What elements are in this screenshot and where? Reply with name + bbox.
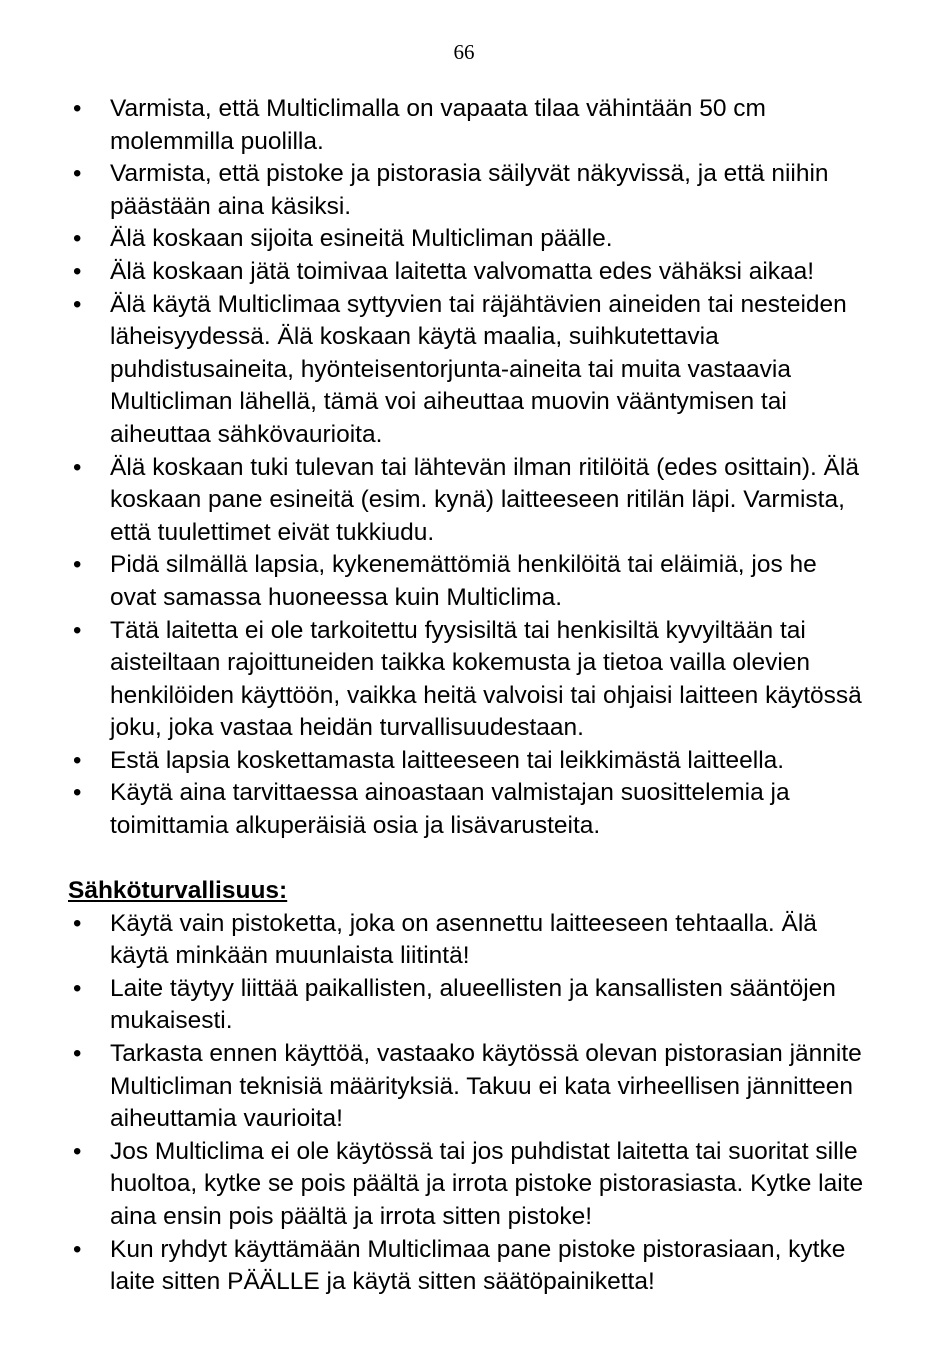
bullet-icon: • xyxy=(73,225,82,253)
list-item xyxy=(68,777,868,842)
list-item-text: Käytä aina tarvittaessa ainoastaan valmistajan suosittelemia ja toimittamia alkuperäisiä osia ja lisävarusteita. xyxy=(110,779,790,840)
list-item xyxy=(68,1038,868,1136)
list-item xyxy=(68,452,868,550)
bullet-icon: • xyxy=(73,95,82,122)
bullet-icon: • xyxy=(73,616,82,644)
list-item-text: Tarkasta ennen käyttöä, vastaako käytössä olevan pistorasian jännite Multicliman teknisiä määrityksiä. Takuu ei kata virheellisen jännitteen aiheuttamia vaurioita! xyxy=(110,1039,862,1133)
bullet-icon: • xyxy=(73,779,82,807)
bullet-icon: • xyxy=(73,1137,82,1165)
list-item xyxy=(68,289,868,452)
list-item xyxy=(68,1234,868,1299)
list-item xyxy=(68,223,868,256)
list-item-text: Käytä vain pistoketta, joka on asennettu laitteeseen tehtaalla. Älä käytä minkään muunlaista liitintä! xyxy=(110,909,817,970)
electrical-safety-list xyxy=(68,908,868,1299)
list-item xyxy=(68,615,868,745)
list-item-text: Kun ryhdyt käyttämään Multiclimaa pane pistoke pistorasiaan, kytke laite sitten PÄÄLLE ja käytä sitten säätöpainiketta! xyxy=(110,1235,846,1296)
list-item xyxy=(68,549,868,614)
list-item-text: Laite täytyy liittää paikallisten, alueellisten ja kansallisten sääntöjen mukaisesti. xyxy=(110,974,836,1035)
list-item-text: Pidä silmällä lapsia, kykenemättömiä henkilöitä tai eläimiä, jos he ovat samassa huoneessa kuin Multiclima. xyxy=(110,551,817,611)
list-item-text: Tätä laitetta ei ole tarkoitettu fyysisiltä tai henkisiltä kyvyiltään tai aisteiltaan rajoittuneiden taikka kokemusta ja tietoa vailla olevien henkilöiden käyttöön, vaikka heitä valvoisi tai ohjaisi laitteen käytössä joku, joka vastaa heidän turvallisuudestaan. xyxy=(110,616,862,742)
section-heading: Sähköturvallisuus: xyxy=(68,877,288,904)
list-item xyxy=(68,158,868,223)
list-item xyxy=(68,93,868,158)
bullet-icon: • xyxy=(73,1235,82,1263)
bullet-icon: • xyxy=(73,453,82,481)
list-item-text: Älä käytä Multiclimaa syttyvien tai räjähtävien aineiden tai nesteiden läheisyydessä. Älä koskaan käytä maalia, suihkutettavia puhdistusaineita, hyönteisentorjunta-aineita tai muita vastaavia Multicliman lähellä, tämä voi aiheuttaa muovin vääntymisen tai aiheuttaa sähkövaurioita. xyxy=(110,290,847,448)
bullet-icon: • xyxy=(73,160,82,188)
electrical-safety-section xyxy=(68,875,868,1299)
list-item xyxy=(68,745,868,778)
list-item-text: Älä koskaan sijoita esineitä Multicliman päälle. xyxy=(110,225,613,253)
bullet-icon: • xyxy=(73,551,82,579)
bullet-icon: • xyxy=(73,746,82,774)
list-item-text: Estä lapsia koskettamasta laitteeseen tai leikkimästä laitteella. xyxy=(110,746,785,774)
list-item xyxy=(68,973,868,1038)
safety-list-section xyxy=(68,93,868,843)
bullet-icon: • xyxy=(73,290,82,318)
list-item-text: Älä koskaan tuki tulevan tai lähtevän ilman ritilöitä (edes osittain). Älä koskaan pane esineitä (esim. kynä) laitteeseen ritilän läpi. Varmista, että tuulettimet eivät tukkiudu. xyxy=(110,453,859,546)
safety-list xyxy=(68,93,868,843)
bullet-icon: • xyxy=(73,1039,82,1067)
list-item xyxy=(68,1136,868,1234)
list-item xyxy=(68,256,868,289)
bullet-icon: • xyxy=(73,257,82,285)
list-item-text: Varmista, että Multiclimalla on vapaata tilaa vähintään 50 cm molemmilla puolilla. xyxy=(110,95,766,155)
list-item xyxy=(68,908,868,973)
list-item-text: Jos Multiclima ei ole käytössä tai jos puhdistat laitetta tai suoritat sille huoltoa, kytke se pois päältä ja irrota pistoke pistorasiasta. Kytke laite aina ensin pois päältä ja irrota sitten pistoke! xyxy=(110,1137,864,1230)
page-number: 66 xyxy=(453,40,475,64)
bullet-icon: • xyxy=(73,909,82,937)
list-item-text: Varmista, että pistoke ja pistorasia säilyvät näkyvissä, ja että niihin päästään aina käsiksi. xyxy=(110,160,829,220)
bullet-icon: • xyxy=(73,974,82,1002)
list-item-text: Älä koskaan jätä toimivaa laitetta valvomatta edes vähäksi aikaa! xyxy=(110,257,815,285)
